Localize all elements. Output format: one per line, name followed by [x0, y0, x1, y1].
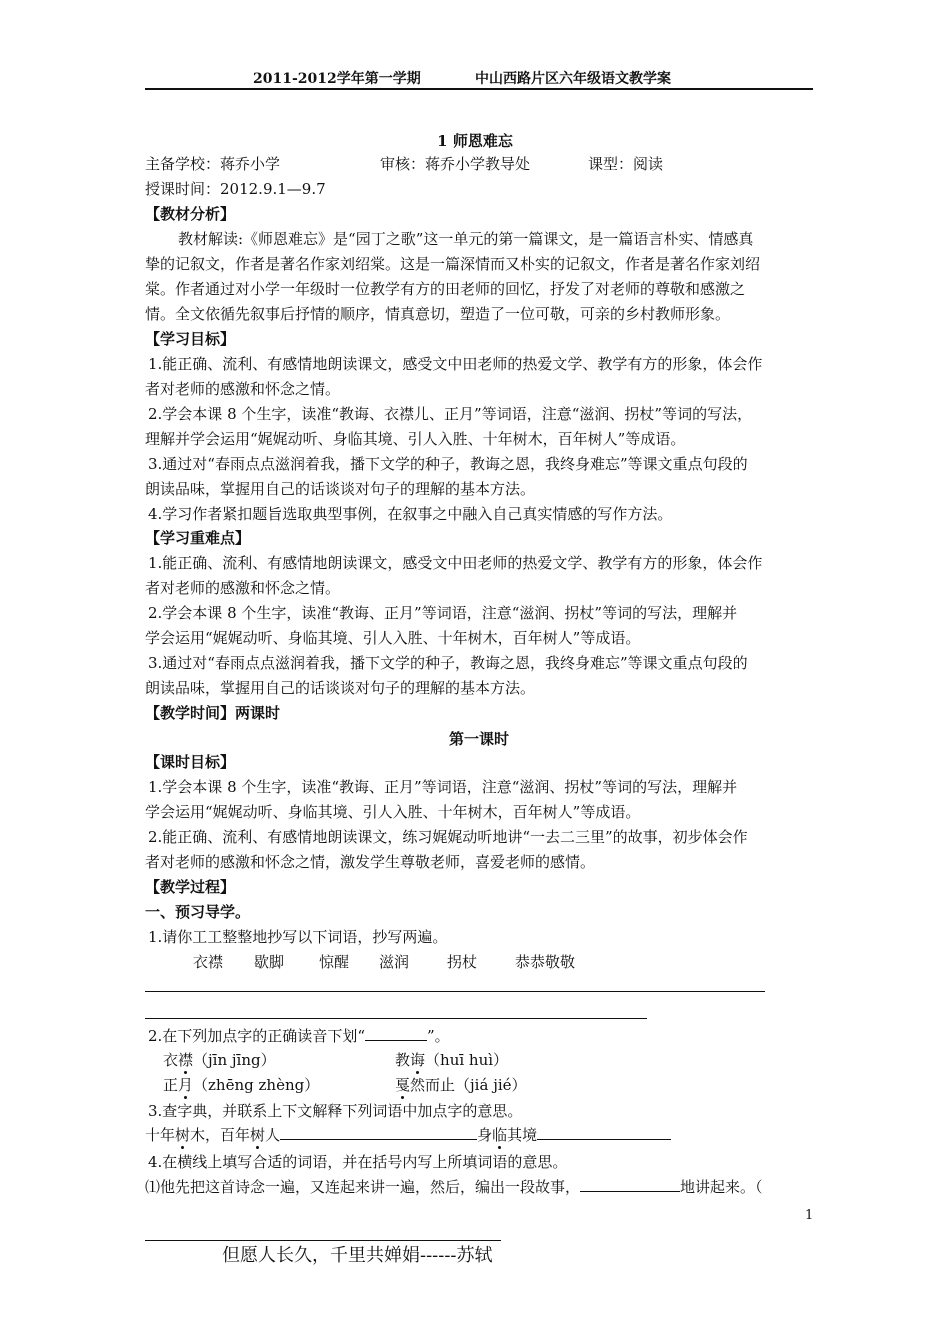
goal-line: 3.通过对“春雨点点滋润着我，播下文学的种子，教诲之恩，我终身难忘”等课文重点句段的 — [148, 455, 748, 473]
pinyin-options[interactable]: （jīn jīng） — [193, 1051, 276, 1069]
keypoint-line: 1.能正确、流利、有感情地朗读课文，感受文中田老师的热爱文学、教学有方的形象，体会作 — [148, 554, 763, 572]
dotted-char: 月 — [178, 1076, 194, 1094]
process-heading: 【教学过程】 — [145, 878, 236, 896]
goal-line: 者对老师的感激和怀念之情。 — [145, 380, 341, 398]
word-item: 衣襟 — [193, 953, 224, 971]
page-number: 1 — [805, 1208, 814, 1223]
q4-text: ⑴他先把这首诗念一遍，又连起来讲一遍，然后，编出一段故事， — [145, 1178, 581, 1196]
dotted-char: 树 — [175, 1126, 191, 1144]
underline-sample — [365, 1026, 427, 1041]
dotted-char: 临 — [492, 1126, 508, 1144]
pinyin-row-1 — [163, 1050, 509, 1070]
word-item: 滋润 — [379, 953, 410, 971]
question-2-suffix: ”。 — [426, 1027, 450, 1045]
question-4: 4.在横线上填写合适的词语，并在括号内写上所填词语的意思。 — [148, 1153, 568, 1171]
goal-line: 1.能正确、流利、有感情地朗读课文，感受文中田老师的热爱文学、教学有方的形象，体会作 — [148, 355, 763, 373]
keypoint-line: 2.学会本课 8 个生字，读准“教诲、正月”等词语，注意“滋润、拐杖”等词的写法，理解并 — [148, 604, 738, 622]
lesson-goal-line: 2.能正确、流利、有感情地朗读课文，练习娓娓动听地讲“一去二三里”的故事，初步体会作 — [148, 828, 748, 846]
question-3-items — [145, 1125, 671, 1145]
goal-line: 4.学习作者紧扣题旨选取典型事例，在叙事之中融入自己真实情感的写作方法。 — [148, 505, 673, 523]
analysis-line: 教材解读:《师恩难忘》是“园丁之歌”这一单元的第一篇课文，是一篇语言朴实、情感真 — [178, 230, 754, 248]
section-preview: 一、预习导学。 — [145, 903, 251, 921]
meta-type: 课型：阅读 — [588, 155, 664, 173]
word-item: 歇脚 — [254, 953, 285, 971]
dotted-char: 树 — [250, 1126, 266, 1144]
pinyin-options[interactable]: （zhēng zhèng） — [193, 1076, 320, 1094]
analysis-line: 棠。作者通过对小学一年级时一位教学有方的田老师的回忆，抒发了对老师的尊敬和感激之 — [145, 280, 746, 298]
word-item: 恭恭敬敬 — [515, 953, 576, 971]
header-term: 2011-2012学年第一学期 — [253, 71, 421, 87]
header-district: 中山西路片区六年级语文教学案 — [475, 71, 671, 87]
dotted-char: 襟 — [178, 1051, 194, 1069]
question-2 — [148, 1026, 450, 1046]
keypoint-line: 学会运用“娓娓动听、身临其境、引人入胜、十年树木，百年树人”等成语。 — [145, 629, 641, 647]
lesson-goal-heading: 【课时目标】 — [145, 753, 236, 771]
pinyin-row-2 — [163, 1075, 527, 1095]
goal-line: 2.学会本课 8 个生字，读准“教诲、衣襟儿、正月”等词语，注意“滋润、拐杖”等词的写法， — [148, 405, 753, 423]
goal-line: 理解并学会运用“娓娓动听、身临其境、引人入胜、十年树木，百年树人”等成语。 — [145, 430, 686, 448]
document-title: 1 师恩难忘 — [437, 132, 513, 150]
pinyin-char: 衣 — [163, 1051, 179, 1069]
lesson-goal-line: 者对老师的感激和怀念之情，激发学生尊敬老师，喜爱老师的感情。 — [145, 853, 596, 871]
copy-line[interactable] — [145, 1018, 647, 1019]
question-2-prefix: 2.在下列加点字的正确读音下划“ — [148, 1027, 365, 1045]
q3-text: 其境 — [507, 1126, 538, 1144]
pinyin-word — [163, 1076, 193, 1094]
analysis-heading: 【教材分析】 — [145, 205, 236, 223]
q3-text: 木，百年 — [190, 1126, 251, 1144]
keypoint-line: 者对老师的感激和怀念之情。 — [145, 579, 341, 597]
meta-time: 授课时间：2012.9.1—9.7 — [145, 180, 326, 198]
keypoint-line: 3.通过对“春雨点点滋润着我，播下文学的种子，教诲之恩，我终身难忘”等课文重点句段的 — [148, 654, 748, 672]
lesson-goal-line: 1.学会本课 8 个生字，读准“教诲、正月”等词语，注意“滋润、拐杖”等词的写法，理解并 — [148, 778, 738, 796]
meta-review: 审核：蒋乔小学教导处 — [380, 155, 531, 173]
q3-text: 身 — [477, 1126, 493, 1144]
q3-text: 十年 — [145, 1126, 176, 1144]
footer-quote: 但愿人长久，千里共婵娟------苏轼 — [222, 1245, 493, 1266]
word-item: 惊醒 — [319, 953, 350, 971]
dotted-char: 诲 — [410, 1051, 426, 1069]
pinyin-word — [395, 1050, 508, 1070]
keypoint-line: 朗读品味，掌握用自己的话谈谈对句子的理解的基本方法。 — [145, 679, 536, 697]
meta-row — [145, 154, 664, 174]
lesson1-heading: 第一课时 — [448, 730, 509, 748]
dotted-char: 戛 — [395, 1076, 411, 1094]
lesson-goal-line: 学会运用“娓娓动听、身临其境、引人入胜、十年树木，百年树人”等成语。 — [145, 803, 641, 821]
meta-school: 主备学校：蒋乔小学 — [145, 155, 281, 173]
question-1: 1.请你工工整整地抄写以下词语，抄写两遍。 — [148, 928, 448, 946]
answer-blank[interactable] — [580, 1177, 680, 1192]
teaching-time: 【教学时间】两课时 — [145, 704, 281, 722]
pinyin-word — [163, 1051, 193, 1069]
q4-text: 地讲起来。（ — [680, 1178, 763, 1196]
goal-line: 朗读品味，掌握用自己的话谈谈对句子的理解的基本方法。 — [145, 480, 536, 498]
word-item: 拐杖 — [447, 953, 478, 971]
analysis-line: 挚的记叙文，作者是著名作家刘绍棠。这是一篇深情而又朴实的记叙文，作者是著名作家刘绍 — [145, 255, 761, 273]
pinyin-options[interactable]: （huī huì） — [425, 1051, 509, 1069]
analysis-line: 情。全文依循先叙事后抒情的顺序，情真意切，塑造了一位可敬，可亲的乡村教师形象。 — [145, 305, 731, 323]
q3-text: 人 — [265, 1126, 281, 1144]
copy-line[interactable] — [145, 991, 765, 992]
page-header — [145, 66, 813, 90]
pinyin-word — [395, 1075, 527, 1095]
pinyin-char: 正 — [163, 1076, 179, 1094]
answer-blank[interactable] — [537, 1125, 671, 1140]
pinyin-char: 教 — [395, 1051, 411, 1069]
goals-heading: 【学习目标】 — [145, 330, 236, 348]
question-4-1 — [145, 1177, 763, 1197]
keypoints-heading: 【学习重难点】 — [145, 529, 251, 547]
pinyin-char: 然而止 — [410, 1076, 456, 1094]
question-3: 3.查字典，并联系上下文解释下列词语中加点字的意思。 — [148, 1102, 523, 1120]
answer-blank[interactable] — [280, 1125, 477, 1140]
pinyin-options[interactable]: （jiá jié） — [455, 1076, 527, 1094]
